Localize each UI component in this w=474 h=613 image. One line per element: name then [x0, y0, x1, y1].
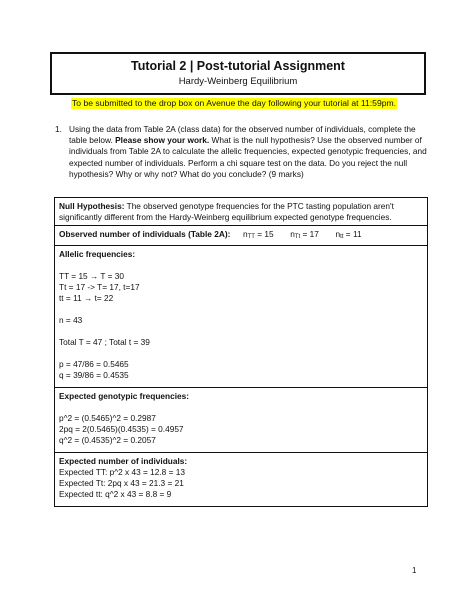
allelic-line: Total T = 47 ; Total t = 39 — [59, 337, 150, 347]
expected-genotypic-line: 2pq = 2(0.5465)(0.4535) = 0.4957 — [59, 424, 184, 434]
null-hypothesis-cell — [55, 198, 427, 226]
allelic-line: Tt = 17 -> T= 17, t=17 — [59, 282, 140, 292]
question-1 — [55, 124, 427, 180]
allelic-line: q = 39/86 = 0.4535 — [59, 370, 129, 380]
null-hypothesis-text: The observed genotype frequencies for the PTC tasting population aren't significantly different from the Hardy-Weinberg equilibrium expected genotype frequencies. — [59, 201, 394, 222]
question-number: 1. — [55, 124, 62, 134]
allelic-label: Allelic frequencies: — [59, 249, 136, 259]
expected-number-line: Expected Tt: 2pq x 43 = 21.3 = 21 — [59, 478, 184, 488]
document-subtitle: Hardy-Weinberg Equilibrium — [178, 76, 298, 87]
null-hypothesis-label: Null Hypothesis: — [59, 201, 125, 211]
expected-genotypic-line: q^2 = (0.4535)^2 = 0.2057 — [59, 435, 156, 445]
allelic-line: n = 43 — [59, 315, 83, 325]
expected-number-line: Expected TT: p^2 x 43 = 12.8 = 13 — [59, 467, 185, 477]
question-text-part-1: Using the data from Table 2A (class data) for the observed number of individuals, complete the table below. — [69, 124, 416, 146]
submission-notice: To be submitted to the drop box on Avenue the day following your tutorial at 11:59pm. — [72, 98, 397, 108]
expected-genotypic-label: Expected genotypic frequencies: — [59, 391, 190, 401]
title-box — [50, 52, 426, 95]
expected-genotypic-cell — [55, 388, 427, 453]
allelic-line: tt = 11 → t= 22 — [59, 293, 114, 303]
expected-genotypic-line: p^2 = (0.5465)^2 = 0.2987 — [59, 413, 156, 423]
observed-tt-hetero: nTt = 17 — [290, 229, 319, 240]
observed-tt-dominant: nTT = 15 — [242, 229, 274, 240]
page-number: 1 — [412, 566, 417, 575]
allelic-line: TT = 15 → T = 30 — [59, 271, 125, 281]
expected-number-line: Expected tt: q^2 x 43 = 8.8 = 9 — [59, 489, 172, 499]
question-text — [69, 124, 427, 180]
document-title: Tutorial 2 | Post-tutorial Assignment — [131, 59, 345, 73]
observed-cell — [55, 226, 427, 246]
observed-label: Observed number of individuals (Table 2A): — [59, 229, 231, 239]
answer-table — [54, 197, 428, 507]
allelic-frequencies-cell — [55, 246, 427, 388]
allelic-line: p = 47/86 = 0.5465 — [59, 359, 129, 369]
expected-number-label: Expected number of individuals: — [59, 456, 188, 466]
expected-number-cell — [55, 453, 427, 506]
observed-tt-recessive: ntt = 11 — [335, 229, 362, 240]
question-bold-instruction: Please show your work. — [115, 135, 210, 146]
question-text-part-2: What is the null hypothesis? Use the observed number of individuals from Table 2A to calculate the allelic frequencies, expected genotypic frequencies, and expected number of individuals. Perform a chi square test on the data. Do you reject the null hypothesis? Why or why not? What do you conclude? (9 marks) — [69, 135, 427, 179]
